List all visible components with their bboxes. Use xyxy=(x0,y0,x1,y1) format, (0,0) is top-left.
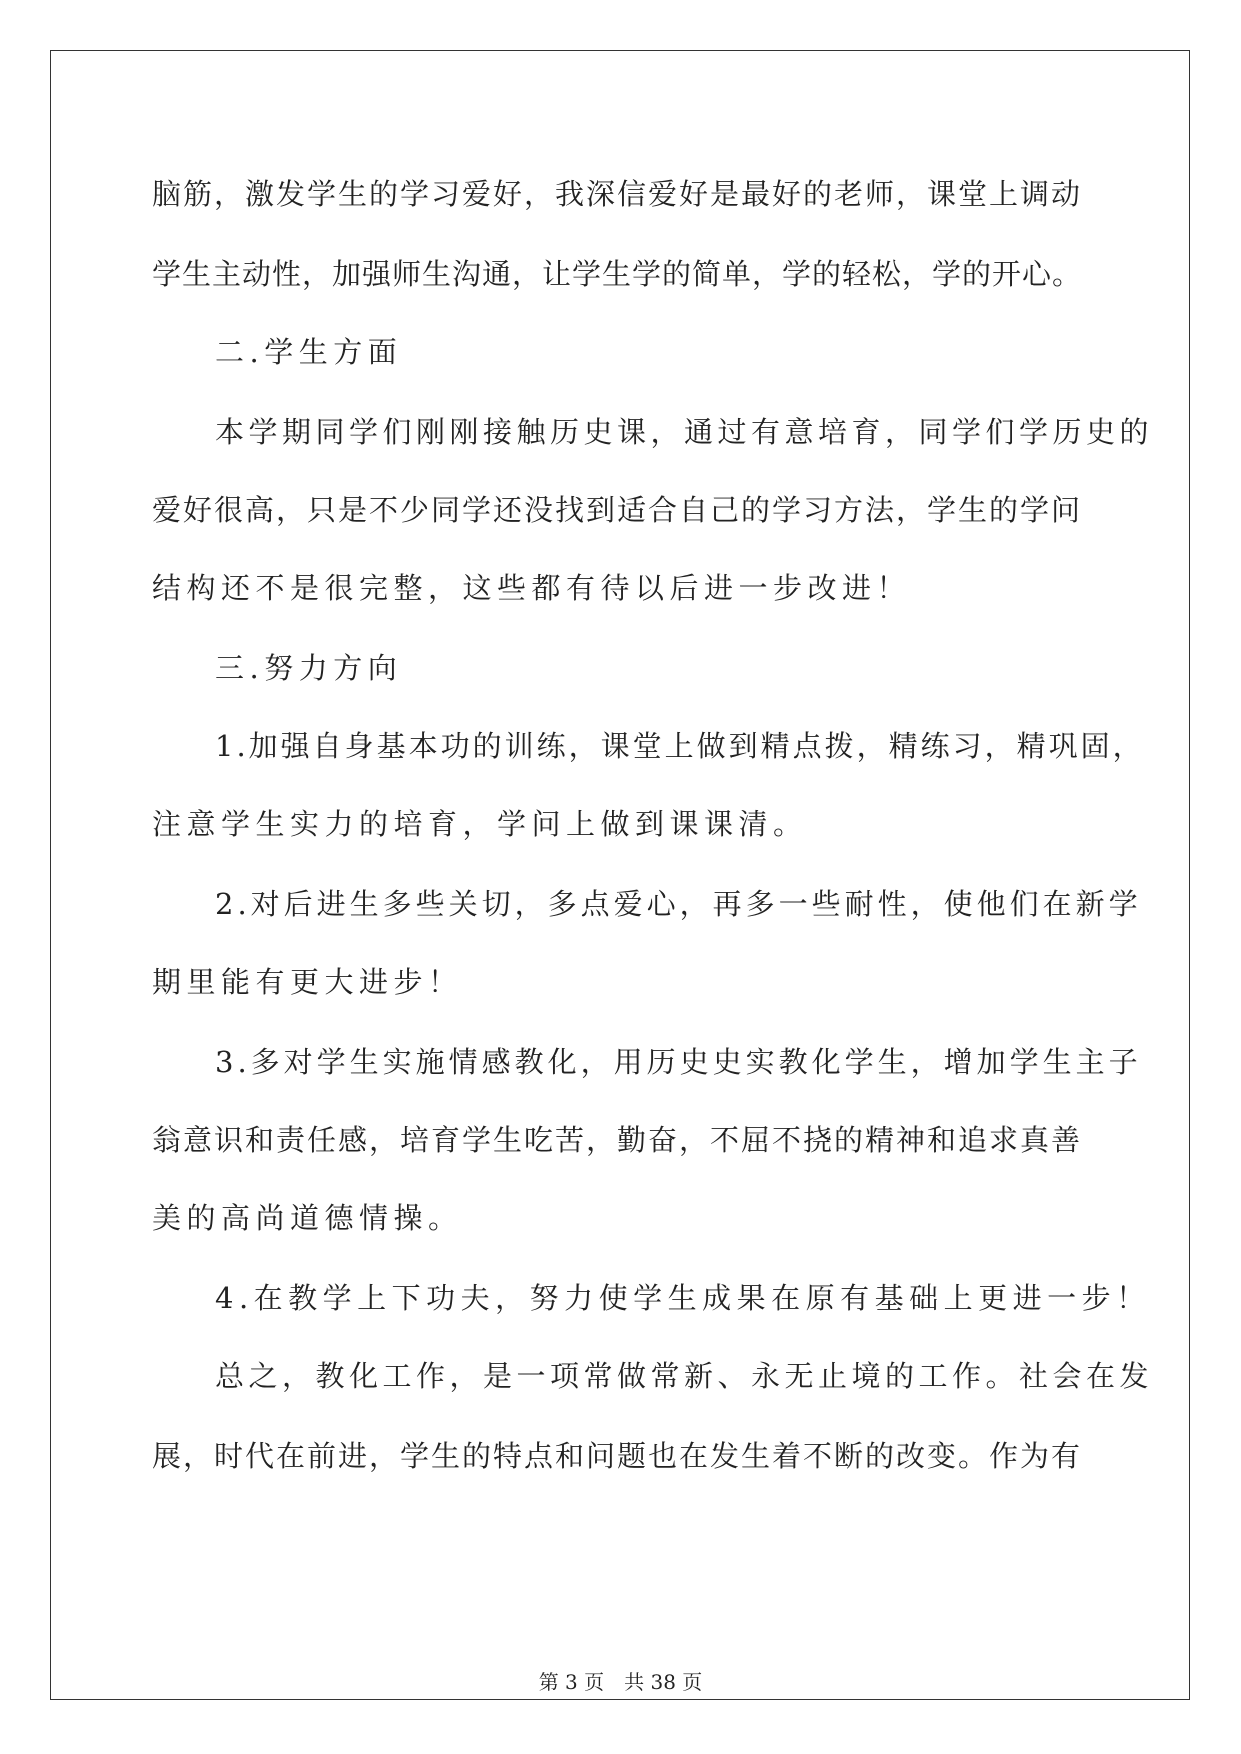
body-line-8: 1.加强自身基本功的训练，课堂上做到精点拨，精练习，精巩固， xyxy=(215,729,1145,763)
body-line-1: 脑筋，激发学生的学习爱好，我深信爱好是最好的老师，课堂上调动 xyxy=(152,177,1083,211)
body-line-15: 4.在教学上下功夫，努力使学生成果在原有基础上更进一步！ xyxy=(215,1281,1151,1315)
body-line-2: 学生主动性，加强师生沟通，让学生学的简单，学的轻松，学的开心。 xyxy=(152,257,1083,291)
body-line-9: 注意学生实力的培育，学问上做到课课清。 xyxy=(152,807,808,841)
body-line-12: 3.多对学生实施情感教化，用历史史实教化学生，增加学生主子 xyxy=(215,1045,1142,1079)
body-line-11: 期里能有更大进步！ xyxy=(152,965,463,999)
section-heading-direction: 三.努力方向 xyxy=(215,651,403,685)
page-number-footer: 第 3 页 共 38 页 xyxy=(538,1670,703,1694)
section-heading-students: 二.学生方面 xyxy=(215,335,403,369)
body-line-14: 美的高尚道德情操。 xyxy=(152,1201,463,1235)
body-line-10: 2.对后进生多些关切，多点爱心，再多一些耐性，使他们在新学 xyxy=(215,887,1142,921)
body-line-17: 展，时代在前进，学生的特点和问题也在发生着不断的改变。作为有 xyxy=(152,1439,1083,1473)
body-line-6: 结构还不是很完整，这些都有待以后进一步改进！ xyxy=(152,571,912,605)
body-line-4: 本学期同学们刚刚接触历史课，通过有意培育，同学们学历史的 xyxy=(215,415,1154,449)
body-line-16: 总之，教化工作，是一项常做常新、永无止境的工作。社会在发 xyxy=(215,1359,1154,1393)
body-line-13: 翁意识和责任感，培育学生吃苦，勤奋，不屈不挠的精神和追求真善 xyxy=(152,1123,1083,1157)
body-line-5: 爱好很高，只是不少同学还没找到适合自己的学习方法，学生的学问 xyxy=(152,493,1083,527)
